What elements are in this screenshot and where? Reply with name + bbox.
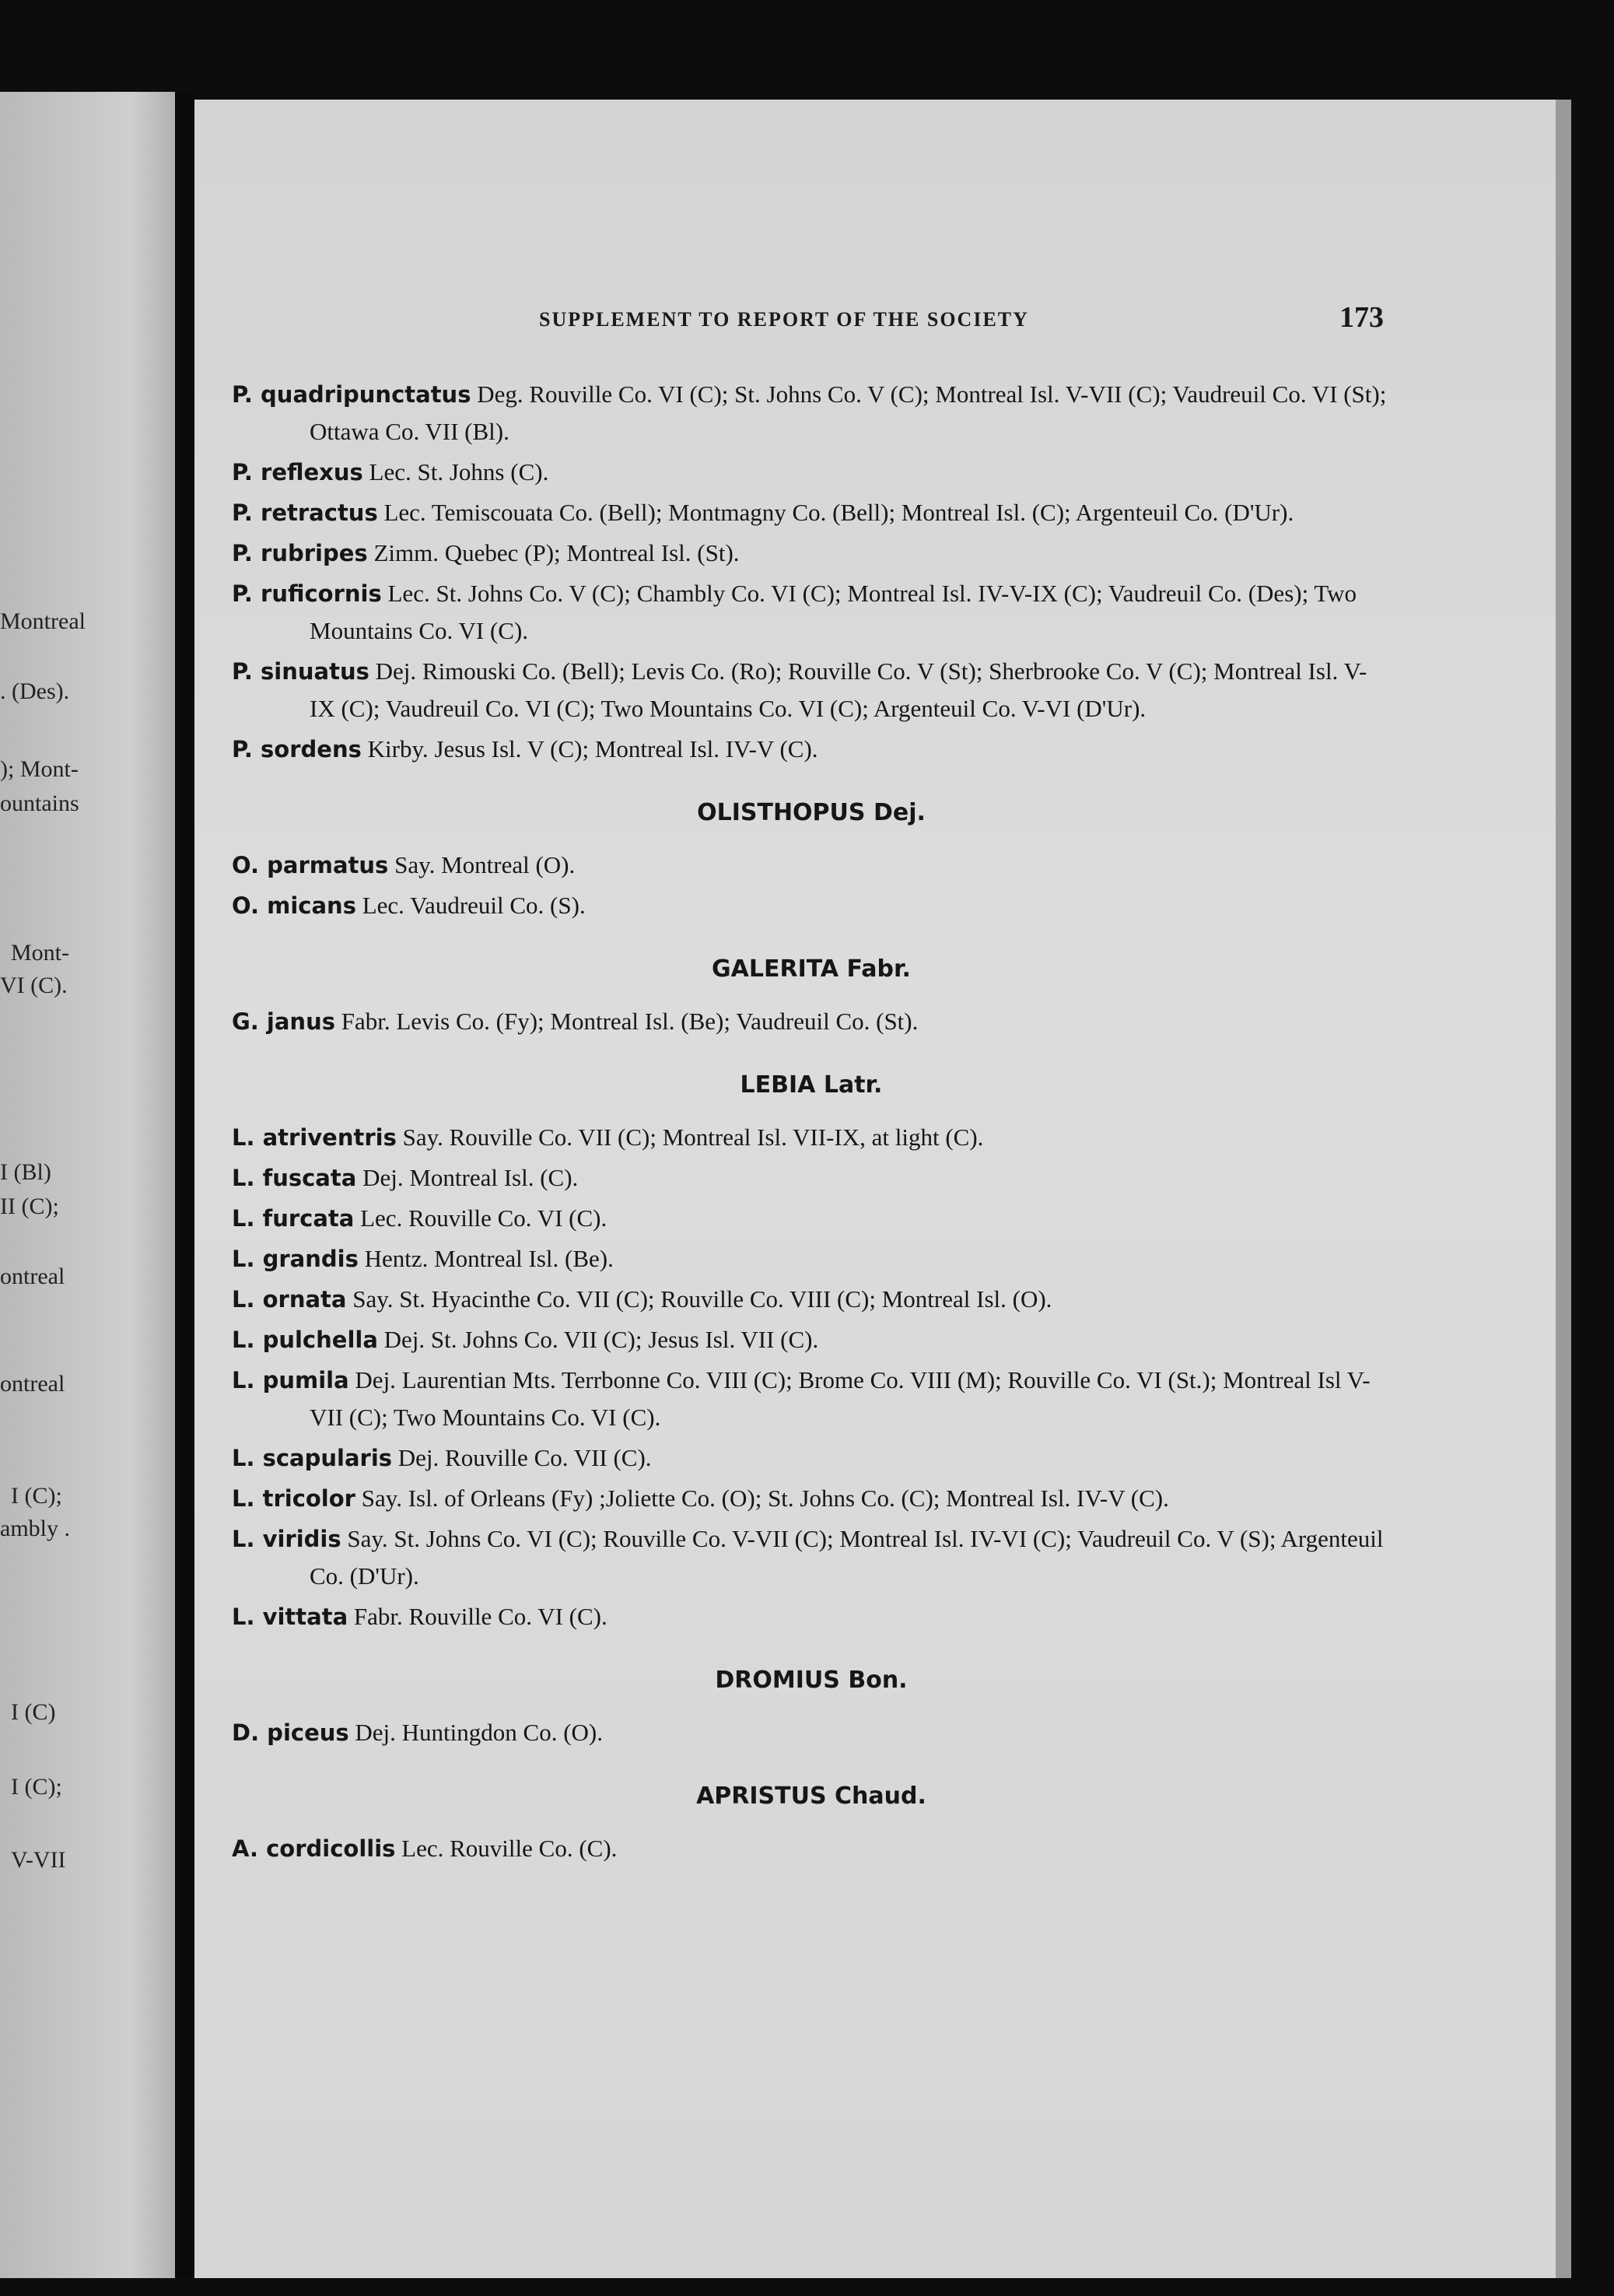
genus-heading: GALERITA Fabr. <box>712 955 911 983</box>
species-name: L. tricolor <box>232 1485 355 1512</box>
species-entry <box>232 1159 1391 1197</box>
page-number: 173 <box>1339 301 1384 334</box>
species-name: L. furcata <box>232 1205 355 1232</box>
species-localities: Temiscouata Co. (Bell); Montmagny Co. (Bell); Montreal Isl. (C); Argenteuil Co. (D'Ur). <box>431 499 1294 526</box>
species-author: Zimm. <box>367 539 445 566</box>
species-author: Say. <box>346 1285 400 1313</box>
left-page-fragment: I (Bl) <box>0 1159 51 1185</box>
species-entry <box>232 376 1391 450</box>
species-entry <box>232 1281 1391 1318</box>
species-entry <box>232 1714 1391 1751</box>
species-author: Say. <box>388 851 442 878</box>
species-author: Lec. <box>395 1835 450 1862</box>
species-author: Dej. <box>369 657 422 685</box>
page-edge <box>1556 100 1571 2278</box>
species-entry <box>232 1321 1391 1358</box>
left-page-fragment: Montreal <box>0 608 86 634</box>
species-name: G. janus <box>232 1008 335 1035</box>
species-author: Say. <box>341 1525 394 1552</box>
species-author: Dej. <box>377 1326 431 1353</box>
species-author: Lec. <box>377 499 432 526</box>
species-author: Fabr. <box>348 1603 409 1630</box>
species-author: Hentz. <box>358 1245 435 1272</box>
left-page-fragment: ountains <box>0 790 79 816</box>
species-localities: St. Johns Co. V (C); Chambly Co. VI (C); Montreal Isl. IV-V-IX (C); Vaudreuil Co. (Des); Two Mountains Co. VI (C). <box>310 580 1357 644</box>
species-entry <box>232 731 1391 768</box>
species-entry <box>232 494 1391 531</box>
species-localities: St. Johns Co. VI (C); Rouville Co. V-VII (C); Montreal Isl. IV-VI (C); Vaudreuil Co. V (S); Argenteuil Co. (D'Ur). <box>310 1525 1384 1590</box>
species-entry <box>232 1439 1391 1477</box>
species-author: Lec. <box>381 580 436 607</box>
species-name: P. rubripes <box>232 540 368 566</box>
genus-heading: OLISTHOPUS Dej. <box>697 799 926 826</box>
species-entry <box>232 454 1391 491</box>
species-author: Lec. <box>362 458 418 485</box>
species-entry <box>232 1362 1391 1436</box>
species-name: L. fuscata <box>232 1165 357 1191</box>
species-author: Lec. <box>354 1204 409 1232</box>
species-localities: Rouville Co. VI (C). <box>408 1603 607 1630</box>
species-entry <box>232 653 1391 727</box>
species-entry <box>232 1520 1391 1595</box>
species-entry <box>232 575 1391 650</box>
species-entry <box>232 535 1391 572</box>
species-author: Say. <box>355 1485 408 1512</box>
species-localities: Jesus Isl. V (C); Montreal Isl. IV-V (C). <box>434 735 818 762</box>
species-author: Say. <box>396 1123 450 1151</box>
species-list <box>232 376 1391 1870</box>
running-head: SUPPLEMENT TO REPORT OF THE SOCIETY <box>539 308 1029 331</box>
left-page-fragment: VI (C). <box>0 973 68 998</box>
species-entry <box>232 1830 1391 1867</box>
left-page-fragment: I (C); <box>11 1483 62 1509</box>
species-entry <box>232 1240 1391 1278</box>
species-author: Dej. <box>392 1444 446 1471</box>
species-author: Dej. <box>356 1164 410 1191</box>
species-localities: St. Hyacinthe Co. VII (C); Rouville Co. VIII (C); Montreal Isl. (O). <box>399 1285 1052 1313</box>
species-localities: Quebec (P); Montreal Isl. (St). <box>444 539 740 566</box>
species-localities: Vaudreuil Co. (S). <box>410 892 586 919</box>
species-entry <box>232 1119 1391 1156</box>
species-name: O. micans <box>232 892 356 919</box>
left-page-fragment: Mont- <box>11 940 69 966</box>
species-localities: Levis Co. (Fy); Montreal Isl. (Be); Vaudreuil Co. (St). <box>396 1008 919 1035</box>
species-localities: Huntingdon Co. (O). <box>401 1719 603 1746</box>
species-name: L. viridis <box>232 1526 341 1552</box>
species-name: L. scapularis <box>232 1445 393 1471</box>
species-localities: Montreal Isl. (Be). <box>434 1245 614 1272</box>
species-author: Dej. <box>348 1366 402 1393</box>
species-localities: Montreal (O). <box>441 851 576 878</box>
species-entry <box>232 1003 1391 1040</box>
species-author: Dej. <box>348 1719 402 1746</box>
species-entry <box>232 887 1391 924</box>
species-localities: Rouville Co. VI (C); St. Johns Co. V (C); Montreal Isl. V-VII (C); Vaudreuil Co. VI (St); Ottawa Co. VII (Bl). <box>310 380 1387 445</box>
left-page-fragment: ontreal <box>0 1371 65 1397</box>
species-entry <box>232 847 1391 884</box>
species-author: Fabr. <box>334 1008 397 1035</box>
species-name: O. parmatus <box>232 852 389 878</box>
species-author: Kirby. <box>361 735 435 762</box>
species-localities: Laurentian Mts. Terrbonne Co. VIII (C); Brome Co. VIII (M); Rouville Co. VI (St.); Montreal Isl V-VII (C); Two Mountains Co. VI (C). <box>310 1366 1371 1431</box>
species-entry <box>232 1598 1391 1635</box>
book-gutter <box>175 92 192 2278</box>
species-name: L. vittata <box>232 1604 348 1630</box>
species-localities: Rouville Co. VII (C). <box>445 1444 652 1471</box>
species-name: L. atriventris <box>232 1124 397 1151</box>
left-page-fragment: V-VII <box>11 1847 66 1873</box>
species-name: D. piceus <box>232 1719 349 1746</box>
species-name: P. quadripunctatus <box>232 381 471 408</box>
left-page-fragment: II (C); <box>0 1194 59 1219</box>
species-name: A. cordicollis <box>232 1835 396 1862</box>
species-localities: St. Johns (C). <box>417 458 549 485</box>
species-entry <box>232 1480 1391 1517</box>
species-name: P. retractus <box>232 500 378 526</box>
species-name: L. pumila <box>232 1367 349 1393</box>
left-page-fragment: I (C); <box>11 1774 62 1800</box>
genus-heading: LEBIA Latr. <box>740 1071 883 1099</box>
left-page-fragment: . (Des). <box>0 678 70 704</box>
species-name: P. sinuatus <box>232 658 369 685</box>
left-page-fragment: ambly . <box>0 1516 70 1541</box>
species-author: Deg. <box>471 380 530 408</box>
left-page-fragment: ); Mont- <box>0 756 79 782</box>
species-localities: Rouville Co. VI (C). <box>408 1204 607 1232</box>
species-name: P. sordens <box>232 736 362 762</box>
species-entry <box>232 1200 1391 1237</box>
species-localities: Rouville Co. (C). <box>450 1835 618 1862</box>
genus-heading: DROMIUS Bon. <box>715 1667 908 1694</box>
species-author: Lec. <box>355 892 411 919</box>
species-localities: Rouville Co. VII (C); Montreal Isl. VII-IX, at light (C). <box>449 1123 984 1151</box>
species-name: L. grandis <box>232 1246 359 1272</box>
left-page-fragment: I (C) <box>11 1699 56 1725</box>
species-localities: Rimouski Co. (Bell); Levis Co. (Ro); Rouville Co. V (St); Sherbrooke Co. V (C); Montreal Isl. V-IX (C); Vaudreuil Co. VI (C); Two Mountains Co. VI (C); Argenteuil Co. V-VI (D'Ur). <box>310 657 1367 722</box>
species-localities: St. Johns Co. VII (C); Jesus Isl. VII (C). <box>430 1326 819 1353</box>
left-page-fragment: ontreal <box>0 1264 65 1289</box>
species-name: L. ornata <box>232 1286 347 1313</box>
genus-heading: APRISTUS Chaud. <box>696 1782 926 1810</box>
species-name: P. reflexus <box>232 459 363 485</box>
species-localities: Isl. of Orleans (Fy) ;Joliette Co. (O); St. Johns Co. (C); Montreal Isl. IV-V (C). <box>408 1485 1169 1512</box>
species-localities: Montreal Isl. (C). <box>409 1164 579 1191</box>
species-name: P. ruficornis <box>232 580 382 607</box>
species-name: L. pulchella <box>232 1327 378 1353</box>
